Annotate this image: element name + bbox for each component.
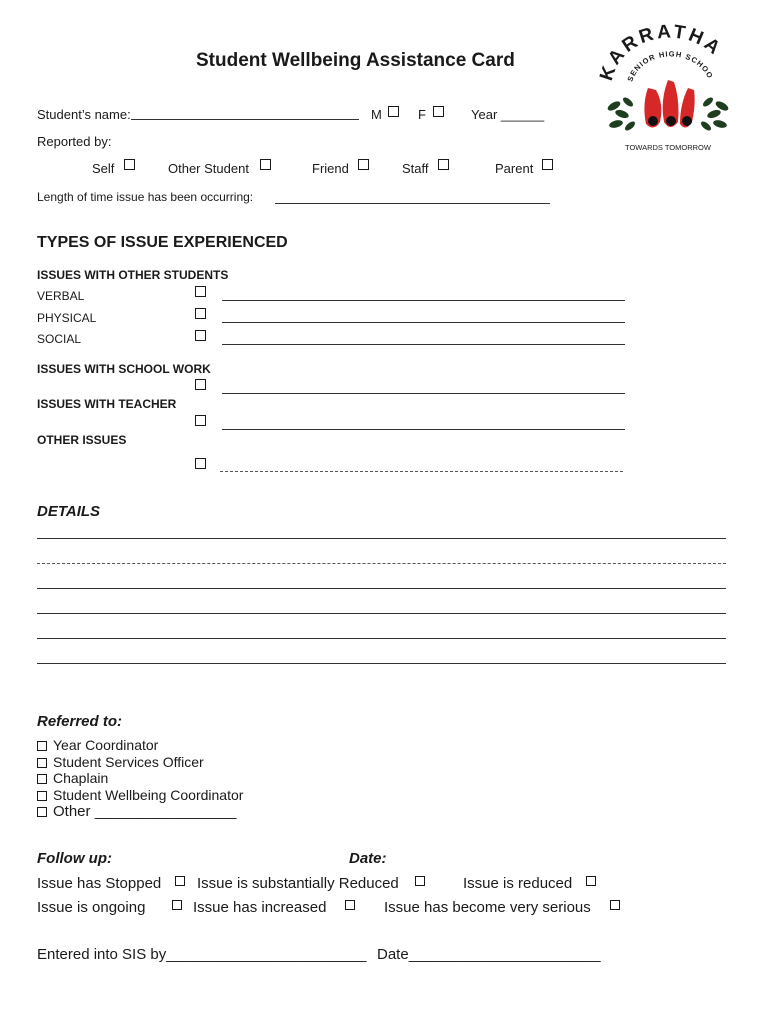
referred-other-blank: _________________	[94, 803, 237, 820]
referred-checkbox[interactable]	[37, 774, 47, 784]
teacher-checkbox[interactable]	[195, 415, 206, 426]
school-work-heading: ISSUES WITH SCHOOL WORK	[37, 362, 211, 376]
female-checkbox[interactable]	[433, 106, 444, 117]
details-line[interactable]	[37, 663, 726, 664]
referred-item-label: Student Wellbeing Coordinator	[53, 786, 244, 803]
school-work-checkbox[interactable]	[195, 379, 206, 390]
other-issues-checkbox[interactable]	[195, 458, 206, 469]
reported-other-student-checkbox[interactable]	[260, 159, 271, 170]
sis-date-field[interactable]	[377, 946, 601, 963]
logo-sub-text: SENIOR HIGH SCHOO	[625, 49, 716, 83]
details-line[interactable]	[37, 613, 726, 614]
issue-very-serious-label: Issue has become very serious	[384, 899, 591, 916]
reported-parent-checkbox[interactable]	[542, 159, 553, 170]
year-label: Year	[471, 107, 498, 122]
sis-blank: ________________________	[166, 946, 367, 963]
issue-stopped-checkbox[interactable]	[175, 876, 185, 886]
physical-label: PHYSICAL	[37, 311, 97, 325]
social-label: SOCIAL	[37, 332, 82, 346]
issues-heading: TYPES OF ISSUE EXPERIENCED	[37, 234, 288, 251]
length-label: Length of time issue has been occurring:	[37, 190, 254, 204]
physical-checkbox[interactable]	[195, 308, 206, 319]
reported-by-label: Reported by:	[37, 134, 112, 149]
reported-friend-label: Friend	[312, 161, 349, 176]
school-work-field[interactable]	[222, 393, 625, 394]
referred-item-other[interactable]	[37, 803, 243, 821]
sis-date-blank: _______________________	[408, 946, 601, 963]
reported-friend-checkbox[interactable]	[358, 159, 369, 170]
referred-checkbox[interactable]	[37, 807, 47, 817]
issue-substantially-reduced-label: Issue is substantially Reduced	[197, 875, 399, 892]
referred-item-label: Student Services Officer	[53, 753, 204, 770]
karratha-logo-icon	[598, 24, 738, 154]
referred-list	[37, 737, 243, 821]
issue-increased-label: Issue has increased	[193, 899, 327, 916]
issue-reduced-checkbox[interactable]	[586, 876, 596, 886]
issue-increased-checkbox[interactable]	[345, 900, 355, 910]
length-field[interactable]	[275, 203, 550, 204]
reported-other-student-label: Other Student	[168, 161, 249, 176]
desert-pea-flower-icon	[644, 80, 694, 128]
referred-item[interactable]	[37, 754, 243, 771]
page-title: Student Wellbeing Assistance Card	[196, 50, 515, 71]
sis-date-label: Date	[377, 946, 409, 963]
logo-arc-text: KARRATHA	[598, 24, 727, 84]
school-logo	[598, 24, 738, 154]
issue-very-serious-checkbox[interactable]	[610, 900, 620, 910]
issue-ongoing-label: Issue is ongoing	[37, 899, 146, 916]
issue-ongoing-checkbox[interactable]	[172, 900, 182, 910]
referred-item[interactable]	[37, 770, 243, 787]
reported-self-checkbox[interactable]	[124, 159, 135, 170]
student-name-label: Student’s name:	[37, 107, 131, 122]
sis-label: Entered into SIS by	[37, 946, 167, 963]
other-issues-field[interactable]	[220, 471, 623, 472]
logo-motto: TOWARDS TOMORROW	[625, 143, 711, 152]
referred-checkbox[interactable]	[37, 741, 47, 751]
issue-stopped-label: Issue has Stopped	[37, 875, 162, 892]
follow-up-heading: Follow up:	[37, 850, 112, 867]
reported-parent-label: Parent	[495, 161, 534, 176]
student-name-field[interactable]	[131, 119, 359, 120]
female-label: F	[418, 107, 426, 122]
teacher-heading: ISSUES WITH TEACHER	[37, 397, 177, 411]
issue-substantially-reduced-checkbox[interactable]	[415, 876, 425, 886]
referred-item-label: Year Coordinator	[53, 737, 159, 753]
referred-checkbox[interactable]	[37, 758, 47, 768]
referred-item[interactable]	[37, 737, 243, 754]
other-issues-heading: OTHER ISSUES	[37, 433, 127, 447]
referred-item[interactable]	[37, 787, 243, 804]
details-line[interactable]	[37, 563, 726, 564]
details-line[interactable]	[37, 638, 726, 639]
teacher-field[interactable]	[222, 429, 625, 430]
reported-self-label: Self	[92, 161, 115, 176]
sis-entry-field[interactable]	[37, 946, 366, 963]
details-line[interactable]	[37, 588, 726, 589]
social-field[interactable]	[222, 344, 625, 345]
referred-heading: Referred to:	[37, 713, 123, 730]
details-line[interactable]	[37, 538, 726, 539]
social-checkbox[interactable]	[195, 330, 206, 341]
other-students-heading: ISSUES WITH OTHER STUDENTS	[37, 268, 229, 282]
verbal-label: VERBAL	[37, 289, 85, 303]
year-field[interactable]	[471, 107, 544, 122]
verbal-checkbox[interactable]	[195, 286, 206, 297]
physical-field[interactable]	[222, 322, 625, 323]
year-blank: ______	[500, 107, 545, 122]
reported-staff-checkbox[interactable]	[438, 159, 449, 170]
referred-checkbox[interactable]	[37, 791, 47, 801]
male-label: M	[371, 107, 382, 122]
reported-staff-label: Staff	[402, 161, 429, 176]
referred-item-label: Chaplain	[53, 770, 109, 786]
issue-reduced-label: Issue is reduced	[463, 875, 573, 892]
male-checkbox[interactable]	[388, 106, 399, 117]
referred-other-label: Other	[53, 803, 91, 820]
verbal-field[interactable]	[222, 300, 625, 301]
follow-up-date-heading: Date:	[349, 850, 387, 867]
details-heading: DETAILS	[37, 503, 101, 520]
